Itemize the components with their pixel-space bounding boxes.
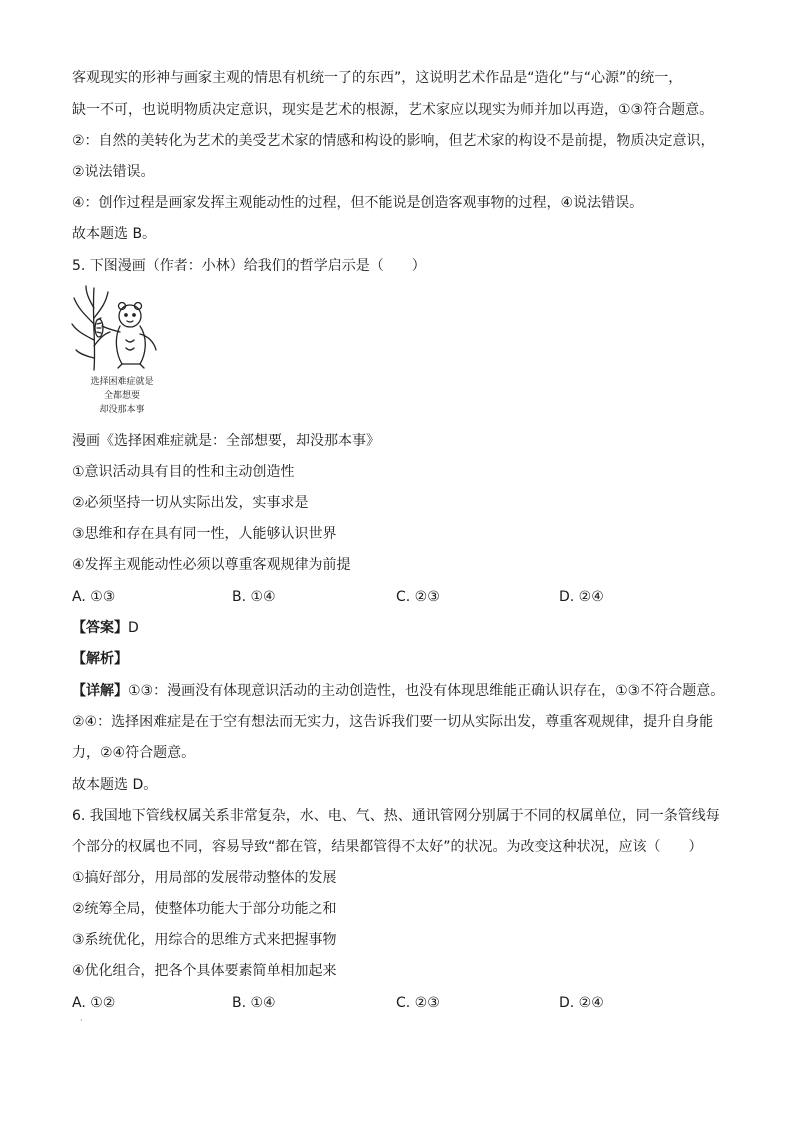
cartoon-caption-2: 全都想要 bbox=[103, 391, 140, 401]
answer-value: D bbox=[128, 620, 139, 636]
intro-line-4: ②说法错误。 bbox=[72, 164, 155, 180]
q5-option-c: C. ②③ bbox=[396, 589, 440, 605]
cartoon-caption-1: 选择困难症就是 bbox=[90, 377, 154, 387]
q5-item-4: ④发挥主观能动性必须以尊重客观规律为前提 bbox=[72, 557, 351, 573]
detail-text-1: ①③：漫画没有体现意识活动的主动创造性，也没有体现思维能正确认识存在，①③不符合题意。 bbox=[128, 683, 725, 699]
q5-analysis-label bbox=[72, 649, 128, 669]
answer-label: 【答案】 bbox=[72, 620, 128, 636]
q6-options bbox=[72, 993, 732, 1013]
q5-item-3: ③思维和存在具有同一性，人能够认识世界 bbox=[72, 526, 337, 542]
intro-line-2: 缺一不可，也说明物质决定意识，现实是艺术的根源，艺术家应以现实为师并加以再造，①③符合题意。 bbox=[72, 102, 714, 118]
q5-item-2: ②必须坚持一切从实际出发，实事求是 bbox=[72, 495, 309, 511]
q5-option-d: D. ②④ bbox=[559, 589, 604, 605]
q6-option-a: A. ①② bbox=[72, 995, 116, 1011]
intro-conclusion: 故本题选 B。 bbox=[72, 226, 157, 242]
q6-item-3: ③系统优化，用综合的思维方式来把握事物 bbox=[72, 932, 337, 948]
q5-cartoon-title: 漫画《选择困难症就是：全部想要，却没那本事》 bbox=[72, 433, 380, 449]
q6-stem-2: 个部分的权属也不同，容易导致“都在管，结果都管得不太好”的状况。为改变这种状况，应该（ ） bbox=[72, 839, 703, 855]
q6-item-2: ②统筹全局，使整体功能大于部分功能之和 bbox=[72, 901, 337, 917]
q5-stem: 5. 下图漫画（作者：小林）给我们的哲学启示是（ ） bbox=[72, 258, 426, 274]
q5-conclusion: 故本题选 D。 bbox=[72, 777, 158, 793]
q5-detail-2: ②④：选择困难症是在于空有想法而无实力，这告诉我们要一切从实际出发，尊重客观规律，提升自身能 bbox=[72, 714, 714, 730]
intro-line-1: 客观现实的形神与画家主观的情思有机统一了的东西”，这说明艺术作品是“造化”与“心源”的统一， bbox=[72, 70, 683, 86]
q5-item-1: ①意识活动具有目的性和主动创造性 bbox=[72, 464, 295, 480]
cartoon-drawing bbox=[70, 284, 174, 374]
q6-item-4: ④优化组合，把各个具体要素简单相加起来 bbox=[72, 963, 337, 979]
analysis-label: 【解析】 bbox=[72, 651, 128, 667]
detail-label: 【详解】 bbox=[72, 683, 128, 699]
cartoon-caption-3: 却没那本事 bbox=[99, 405, 145, 415]
footer-mark: · bbox=[80, 1016, 83, 1025]
q5-options bbox=[72, 587, 732, 607]
q5-answer bbox=[72, 618, 139, 638]
q5-detail-1 bbox=[72, 681, 724, 701]
q6-stem-1: 6. 我国地下管线权属关系非常复杂，水、电、气、热、通讯管网分别属于不同的权属单位，同一条管线每 bbox=[72, 808, 720, 824]
cartoon-image bbox=[70, 284, 174, 418]
intro-line-5: ④：创作过程是画家发挥主观能动性的过程，但不能说是创造客观事物的过程，④说法错误。 bbox=[72, 195, 644, 211]
q5-option-a: A. ①③ bbox=[72, 589, 116, 605]
q5-detail-3: 力，②④符合题意。 bbox=[72, 745, 196, 761]
q6-item-1: ①搞好部分，用局部的发展带动整体的发展 bbox=[72, 870, 337, 886]
q6-option-c: C. ②③ bbox=[396, 995, 440, 1011]
q6-option-d: D. ②④ bbox=[559, 995, 604, 1011]
q6-option-b: B. ①④ bbox=[232, 995, 276, 1011]
intro-line-3: ②：自然的美转化为艺术的美受艺术家的情感和构设的影响，但艺术家的构设不是前提，物质决定意识， bbox=[72, 133, 715, 149]
q5-option-b: B. ①④ bbox=[232, 589, 276, 605]
